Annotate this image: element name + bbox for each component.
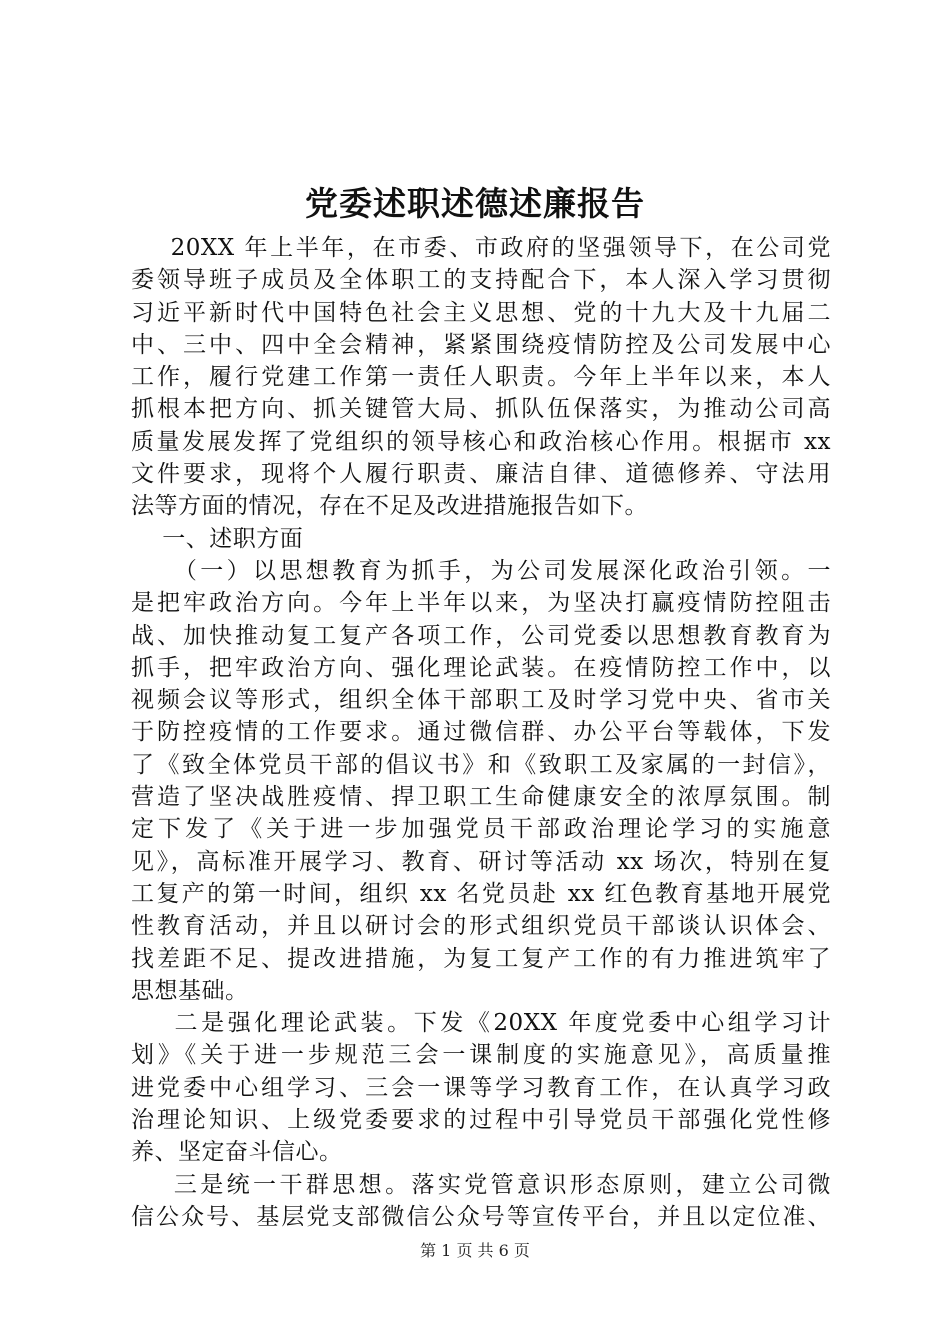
text-line: 抓手，把牢政治方向、强化理论武装。在疫情防控工作中，以 [131,654,831,681]
text-line: 习近平新时代中国特色社会主义思想、党的十九大及十九届二 [131,299,831,326]
text-line: 是把牢政治方向。今年上半年以来，为坚决打赢疫情防控阻击 [131,590,831,617]
text-line: 思想基础。 [131,977,249,1004]
text-line: 二是强化理论武装。下发《20XX 年度党委中心组学习计 [131,1010,831,1037]
text-line: 找差距不足、提改进措施，为复工复产工作的有力推进筑牢了 [131,945,831,972]
text-line: 20XX 年上半年，在市委、市政府的坚强领导下，在公司党 [131,235,831,261]
text-line: 委领导班子成员及全体职工的支持配合下，本人深入学习贯彻 [131,267,831,294]
text-line: 于防控疫情的工作要求。通过微信群、办公平台等载体，下发 [131,719,831,746]
text-line: 质量发展发挥了党组织的领导核心和政治核心作用。根据市 xx [131,428,831,455]
text-line: 见》，高标准开展学习、教育、研讨等活动 xx 场次，特别在复 [131,848,831,875]
text-line: 划》《关于进一步规范三会一课制度的实施意见》，高质量推 [131,1042,831,1069]
document-body [131,232,831,1233]
text-line: 了《致全体党员干部的倡议书》和《致职工及家属的一封信》， [131,751,831,778]
text-line: 信公众号、基层党支部微信公众号等宣传平台，并且以定位准、 [131,1203,831,1230]
text-line: 性教育活动，并且以研讨会的形式组织党员干部谈认识体会、 [131,913,831,940]
text-line: 战、加快推动复工复产各项工作，公司党委以思想教育教育为 [131,622,831,649]
text-line: 养、坚定奋斗信心。 [131,1139,343,1166]
text-line: 文件要求，现将个人履行职责、廉洁自律、道德修养、守法用 [131,461,831,488]
text-line: 视频会议等形式，组织全体干部职工及时学习党中央、省市关 [131,687,831,714]
section-heading: 一、述职方面 [131,525,304,552]
text-line: 中、三中、四中全会精神，紧紧围绕疫情防控及公司发展中心 [131,331,831,358]
text-line: 定下发了《关于进一步加强党员干部政治理论学习的实施意 [131,816,831,843]
text-line: 营造了坚决战胜疫情、捍卫职工生命健康安全的浓厚氛围。制 [131,784,831,811]
document-title: 党委述职述德述廉报告 [305,184,645,223]
text-line: 三是统一干群思想。落实党管意识形态原则，建立公司微 [131,1171,831,1198]
text-line: 法等方面的情况，存在不足及改进措施报告如下。 [131,493,648,520]
text-line: 抓根本把方向、抓关键管大局、抓队伍保落实，为推动公司高 [131,396,831,423]
text-line: 工复产的第一时间，组织 xx 名党员赴 xx 红色教育基地开展党 [131,880,831,907]
text-line: 治理论知识、上级党委要求的过程中引导党员干部强化党性修 [131,1107,831,1134]
text-line: （一）以思想教育为抓手，为公司发展深化政治引领。一 [131,557,831,584]
page-footer: 第 1 页 共 6 页 [420,1241,530,1260]
text-line: 工作，履行党建工作第一责任人职责。今年上半年以来，本人 [131,364,831,391]
text-line: 进党委中心组学习、三会一课等学习教育工作，在认真学习政 [131,1074,831,1101]
